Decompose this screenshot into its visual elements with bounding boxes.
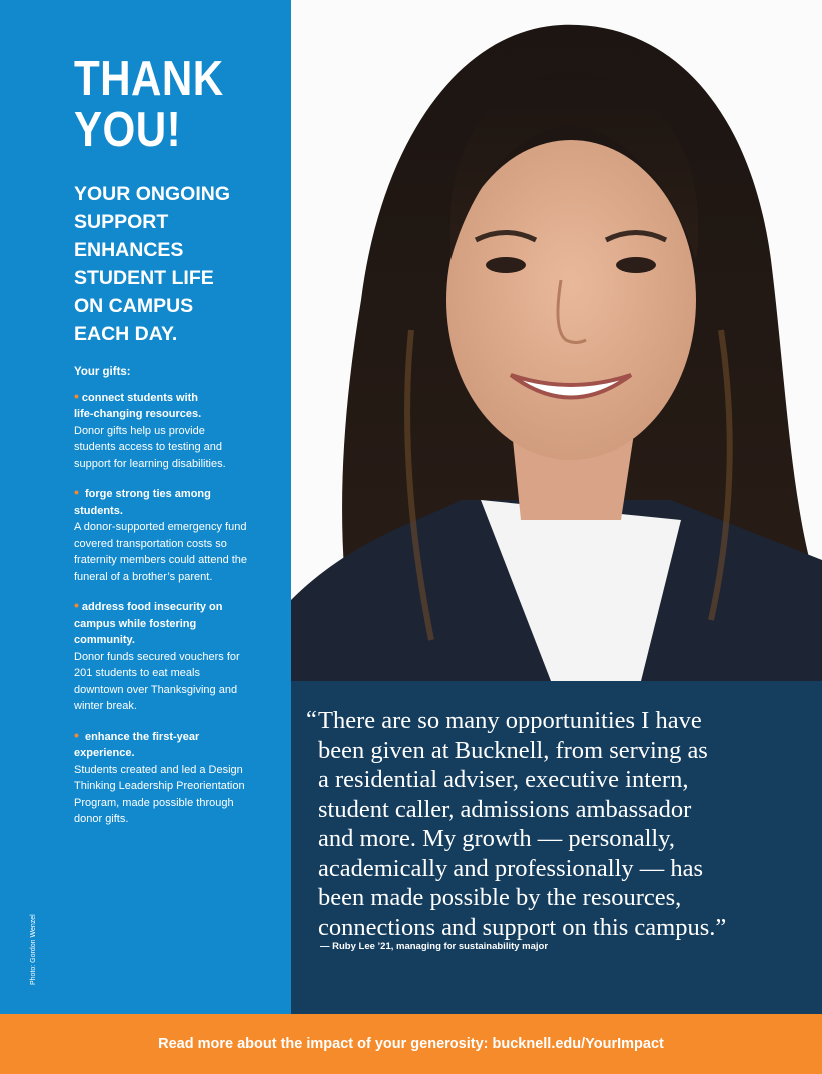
gift-description-line: donor gifts.: [74, 813, 129, 825]
gifts-label: Your gifts:: [74, 366, 131, 378]
gifts-list: [74, 364, 274, 842]
bullet-icon: •: [74, 726, 79, 743]
subtitle-line: EACH DAY.: [74, 323, 178, 345]
subtitle-line: STUDENT LIFE: [74, 267, 214, 289]
quote-line: been given at Bucknell, from serving as: [318, 736, 708, 764]
subtitle-line: ON CAMPUS: [74, 295, 194, 317]
gift-heading-line: [74, 486, 274, 503]
gift-description: [74, 762, 274, 828]
gift-item: [74, 599, 274, 715]
gift-item: [74, 486, 274, 585]
quote-line: a residential adviser, executive intern,: [318, 766, 689, 793]
gift-heading: [74, 599, 274, 649]
quote-line: been made possible by the resources,: [318, 884, 682, 911]
gift-heading: [74, 486, 274, 519]
gift-description-line: 201 students to eat meals: [74, 667, 200, 679]
gift-heading: [74, 726, 274, 762]
subtitle-line: ENHANCES: [74, 239, 184, 261]
gift-heading-line: [74, 387, 274, 407]
gift-description-line: winter break.: [74, 700, 137, 712]
title-line: YOU!: [74, 103, 182, 157]
gift-description-line: fraternity members could attend the: [74, 554, 248, 566]
student-quote: [318, 706, 798, 942]
gift-item: [74, 387, 274, 473]
gift-heading-line: [74, 726, 274, 746]
quote-line: and more. My growth — personally,: [318, 825, 675, 852]
bullet-icon: •: [74, 387, 79, 404]
gift-heading-text: forge strong ties among: [81, 488, 211, 500]
page-title: [74, 54, 224, 156]
bullet-icon: •: [74, 484, 79, 500]
quote-line: student caller, admissions ambassador: [318, 795, 692, 823]
bullet-icon: •: [74, 597, 79, 613]
student-portrait-photo: [291, 0, 822, 681]
title-line: THANK: [74, 52, 224, 106]
gift-description: [74, 519, 274, 585]
gift-description-line: Program, made possible through: [74, 796, 234, 809]
gift-item: [74, 726, 274, 828]
gift-heading-line: students.: [74, 504, 123, 517]
footer-banner: [0, 1014, 822, 1074]
portrait-illustration: [291, 0, 822, 681]
gift-description-line: funeral of a brother’s parent.: [74, 570, 213, 583]
footer-link-text[interactable]: Read more about the impact of your generosity: bucknell.edu/YourImpact: [158, 1036, 664, 1052]
quote-line: academically and professionally — has: [318, 854, 704, 882]
gift-description-line: Thinking Leadership Preorientation: [74, 780, 245, 792]
gift-description-line: Donor gifts help us provide: [74, 424, 205, 437]
gift-description-line: Donor funds secured vouchers for: [74, 650, 240, 663]
gift-heading: [74, 387, 274, 423]
gift-heading-line: campus while fostering: [74, 617, 197, 630]
gift-heading-text: enhance the first-year: [81, 730, 200, 743]
gift-description-line: support for learning disabilities.: [74, 457, 226, 470]
subtitle-line: YOUR ONGOING: [74, 183, 231, 205]
gift-description-line: A donor-supported emergency fund: [74, 521, 247, 533]
gift-description: [74, 649, 274, 715]
subtitle-line: SUPPORT: [74, 211, 169, 233]
photo-credit: Photo: Gordon Wenzel: [30, 914, 37, 985]
gift-heading-text: connect students with: [81, 391, 199, 404]
gift-heading-line: [74, 599, 274, 616]
gift-description: [74, 423, 274, 473]
quote-open-mark: “: [306, 706, 317, 733]
gift-heading-text: address food insecurity on: [81, 601, 223, 613]
sidebar-panel: [0, 0, 291, 1014]
quote-attribution: — Ruby Lee ’21, managing for sustainability major: [320, 941, 549, 952]
gift-heading-line: life-changing resources.: [74, 408, 202, 420]
quote-line: There are so many opportunities I have: [318, 707, 702, 734]
subtitle: [74, 180, 230, 348]
gift-heading-line: community.: [74, 634, 135, 646]
gift-description-line: students access to testing and: [74, 441, 222, 453]
gift-heading-line: experience.: [74, 747, 135, 759]
quote-line: connections and support on this campus.”: [318, 913, 727, 941]
gift-description-line: Students created and led a Design: [74, 763, 243, 776]
gift-description-line: downtown over Thanksgiving and: [74, 683, 238, 696]
gift-description-line: covered transportation costs so: [74, 537, 227, 550]
